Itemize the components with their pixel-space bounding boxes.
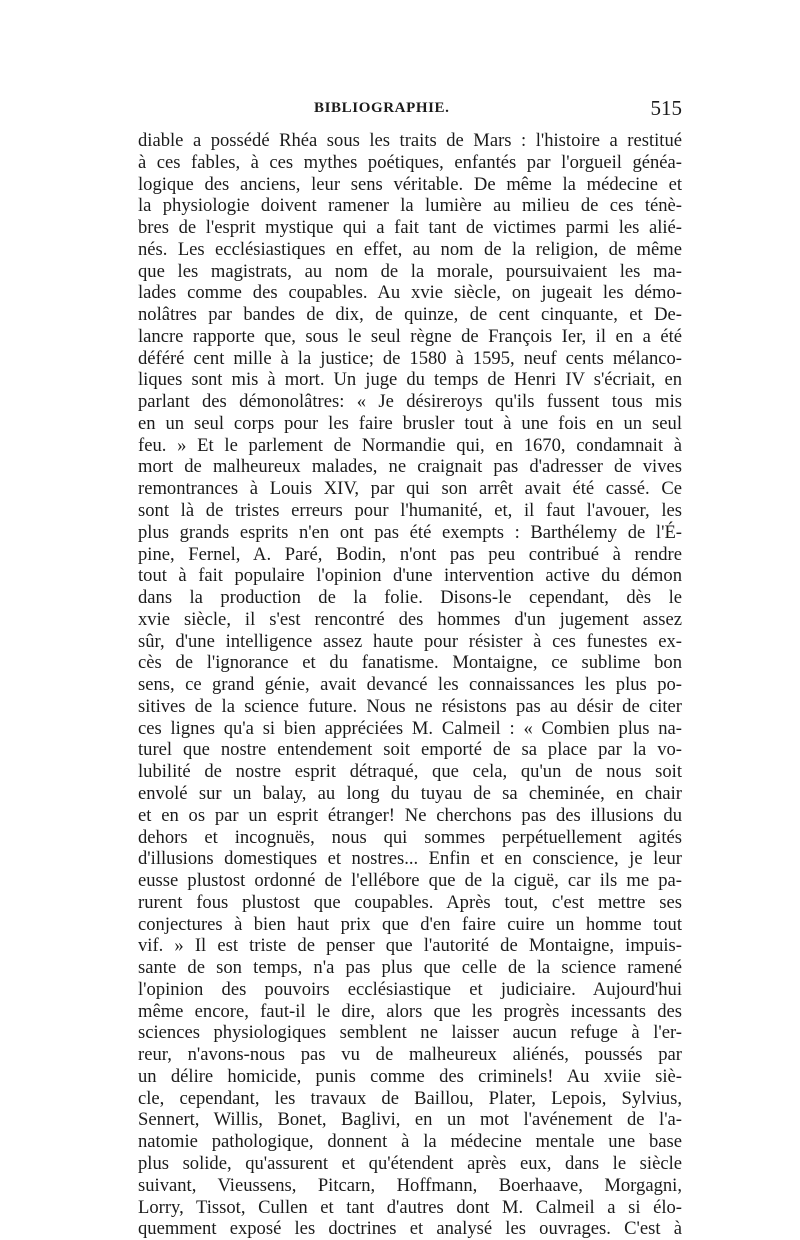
text-line: lades comme des coupables. Au xvie siècle, on jugeait les démo-	[138, 282, 682, 304]
text-line: xvie siècle, il s'est rencontré des hommes d'un jugement assez	[138, 608, 682, 630]
text-line: logique des anciens, leur sens véritable. De même la médecine et	[138, 173, 682, 195]
text-line: suivant, Vieussens, Pitcarn, Hoffmann, Boerhaave, Morgagni,	[138, 1174, 682, 1196]
text-line: reur, n'avons-nous pas vu de malheureux aliénés, poussés par	[138, 1044, 682, 1066]
text-line: sciences physiologiques semblent ne laisser aucun refuge à l'er-	[138, 1022, 682, 1044]
text-line: plus solide, qu'assurent et qu'étendent après eux, dans le siècle	[138, 1152, 682, 1174]
text-line: dehors et incognuës, nous qui sommes perpétuellement agités	[138, 826, 682, 848]
text-line: sitives de la science future. Nous ne résistons pas au désir de citer	[138, 695, 682, 717]
text-line: un délire homicide, punis comme des criminels! Au xviie siè-	[138, 1065, 682, 1087]
text-line: sens, ce grand génie, avait devancé les connaissances les plus po-	[138, 674, 682, 696]
text-line: plus grands esprits n'en ont pas été exempts : Barthélemy de l'É-	[138, 521, 682, 543]
text-line: à ces fables, à ces mythes poétiques, enfantés par l'orgueil généa-	[138, 151, 682, 173]
text-line: que les magistrats, au nom de la morale, poursuivaient les ma-	[138, 260, 682, 282]
text-line: diable a possédé Rhéa sous les traits de Mars : l'histoire a restitué	[138, 130, 682, 151]
text-line: sont là de tristes erreurs pour l'humanité, et, il faut l'avouer, les	[138, 500, 682, 522]
text-line: même encore, faut-il le dire, alors que les progrès incessants des	[138, 1000, 682, 1022]
text-line: sûr, d'une intelligence assez haute pour résister à ces funestes ex-	[138, 630, 682, 652]
text-line: remontrances à Louis XIV, par qui son arrêt avait été cassé. Ce	[138, 478, 682, 500]
text-line: la physiologie doivent ramener la lumière au milieu de ces ténè-	[138, 195, 682, 217]
text-line: cès de l'ignorance et du fanatisme. Montaigne, ce sublime bon	[138, 652, 682, 674]
text-line: envolé sur un balay, au long du tuyau de sa cheminée, en chair	[138, 782, 682, 804]
text-line: mort de malheureux malades, ne craignait pas d'adresser de vives	[138, 456, 682, 478]
text-line: pine, Fernel, A. Paré, Bodin, n'ont pas peu contribué à rendre	[138, 543, 682, 565]
text-line: sante de son temps, n'a pas plus que celle de la science ramené	[138, 957, 682, 979]
text-line: en un seul corps pour les faire brusler tout à une fois en un seul	[138, 412, 682, 434]
text-line: dans la production de la folie. Disons-le cependant, dès le	[138, 587, 682, 609]
text-line: nolâtres par bandes de dix, de quinze, de cent cinquante, et De-	[138, 304, 682, 326]
running-head	[138, 96, 682, 122]
text-line: liques sont mis à mort. Un juge du temps de Henri IV s'écriait, en	[138, 369, 682, 391]
text-line: ces lignes qu'a si bien appréciées M. Calmeil : « Combien plus na-	[138, 717, 682, 739]
page-number: 515	[650, 96, 682, 120]
text-line: lubilité de nostre esprit détraqué, que cela, qu'un de nous soit	[138, 761, 682, 783]
text-line: quemment exposé les doctrines et analysé les ouvrages. C'est à	[138, 1218, 682, 1240]
text-line: parlant des démonolâtres: « Je désireroys qu'ils fussent tous mis	[138, 391, 682, 413]
text-line: turel que nostre entendement soit emporté de sa place par la vo-	[138, 739, 682, 761]
text-line: Lorry, Tissot, Cullen et tant d'autres dont M. Calmeil a si élo-	[138, 1196, 682, 1218]
text-line: eusse plustost ordonné de l'ellébore que de la ciguë, car ils me pa-	[138, 870, 682, 892]
text-line: lancre rapporte que, sous le seul règne de François Ier, il en a été	[138, 325, 682, 347]
text-line: cle, cependant, les travaux de Baillou, Plater, Lepois, Sylvius,	[138, 1087, 682, 1109]
text-line: d'illusions domestiques et nostres... Enfin et en conscience, je leur	[138, 848, 682, 870]
text-line: vif. » Il est triste de penser que l'autorité de Montaigne, impuis-	[138, 935, 682, 957]
text-line: Sennert, Willis, Bonet, Baglivi, en un mot l'avénement de l'a-	[138, 1109, 682, 1131]
text-line: conjectures à bien haut prix que d'en faire cuire un homme tout	[138, 913, 682, 935]
text-line: l'opinion des pouvoirs ecclésiastique et judiciaire. Aujourd'hui	[138, 978, 682, 1000]
text-line: rurent fous plustost que coupables. Après tout, c'est mettre ses	[138, 891, 682, 913]
text-line: déféré cent mille à la justice; de 1580 à 1595, neuf cents mélanco-	[138, 347, 682, 369]
text-line: tout à fait populaire l'opinion d'une intervention active du démon	[138, 565, 682, 587]
text-line: feu. » Et le parlement de Normandie qui, en 1670, condamnait à	[138, 434, 682, 456]
text-line: et en os par un esprit étranger! Ne cherchons pas des illusions du	[138, 804, 682, 826]
text-line: bres de l'esprit mystique qui a fait tant de victimes parmi les alié-	[138, 217, 682, 239]
body-text	[138, 130, 682, 1240]
running-title: BIBLIOGRAPHIE.	[314, 100, 450, 116]
text-line: nés. Les ecclésiastiques en effet, au nom de la religion, de même	[138, 238, 682, 260]
text-line: natomie pathologique, donnent à la médecine mentale une base	[138, 1131, 682, 1153]
